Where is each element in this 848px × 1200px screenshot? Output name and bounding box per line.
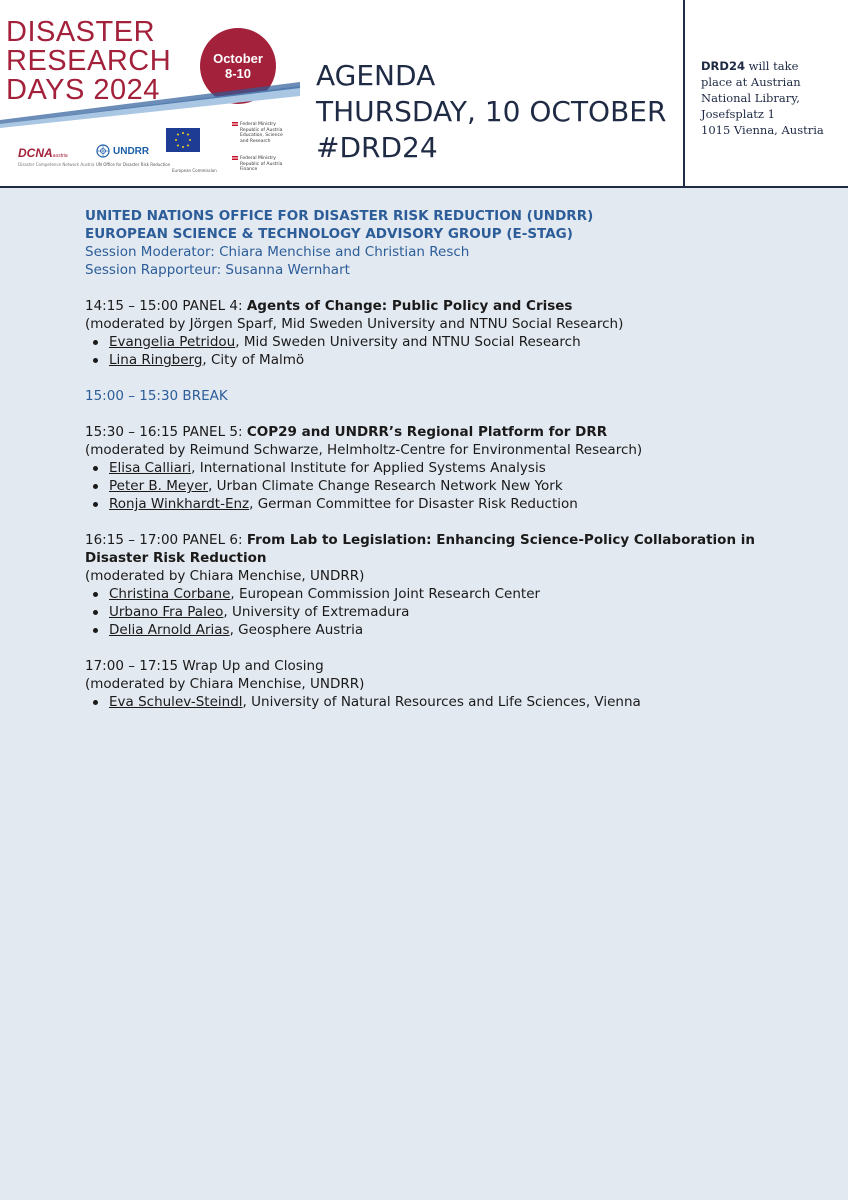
speaker-item: Evangelia Petridou, Mid Sweden University and NTNU Social Research — [109, 333, 825, 351]
panel-4 — [85, 297, 825, 369]
break-item: 15:00 – 15:30 BREAK — [85, 388, 228, 404]
un-emblem-icon — [96, 144, 110, 158]
event-logo — [0, 0, 300, 186]
speaker-link[interactable]: Evangelia Petridou — [109, 334, 236, 350]
speaker-link[interactable]: Peter B. Meyer — [109, 478, 209, 494]
speaker-item: Peter B. Meyer, Urban Climate Change Research Network New York — [109, 477, 825, 495]
speaker-item: Delia Arnold Arias, Geosphere Austria — [109, 621, 825, 639]
date-badge-days: 8-10 — [224, 66, 252, 81]
closing-session — [85, 657, 825, 711]
panel-heading: 15:30 – 16:15 PANEL 5: COP29 and UNDRR’s Regional Platform for DRR — [85, 424, 608, 440]
closing-heading: 17:00 – 17:15 Wrap Up and Closing — [85, 658, 324, 674]
agenda-heading-line3: #DRD24 — [316, 131, 438, 164]
speaker-link[interactable]: Elisa Calliari — [109, 460, 192, 476]
event-title-line3: DAYS 2024 — [6, 74, 160, 106]
event-title-line1: DISASTER — [6, 16, 156, 48]
dcna-logo: DCNAaustria — [18, 146, 68, 160]
agenda-content — [85, 207, 825, 711]
undrr-logo — [96, 144, 149, 158]
speaker-link[interactable]: Delia Arnold Arias — [109, 622, 230, 638]
panel-5 — [85, 423, 825, 513]
header-divider — [683, 0, 685, 186]
speaker-item: Urbano Fra Paleo, University of Extremadura — [109, 603, 825, 621]
austria-flag-icon — [232, 122, 238, 126]
panel-heading: 16:15 – 17:00 PANEL 6: From Lab to Legislation: Enhancing Science-Policy Collaboration in Disaster Risk Reduction — [85, 532, 756, 566]
ministry-education-logo: Federal Ministry Republic of Austria Education, Science and Research — [232, 122, 283, 144]
speaker-item: Ronja Winkhardt-Enz, German Committee for Disaster Risk Reduction — [109, 495, 825, 513]
panel-moderator: (moderated by Chiara Menchise, UNDRR) — [85, 568, 365, 584]
date-badge-month: October — [213, 51, 263, 66]
speaker-link[interactable]: Urbano Fra Paleo — [109, 604, 224, 620]
austria-flag-icon — [232, 156, 238, 160]
speaker-link[interactable]: Lina Ringberg — [109, 352, 203, 368]
venue-event-code: DRD24 — [701, 59, 745, 73]
agenda-heading-line2: THURSDAY, 10 OCTOBER — [316, 95, 667, 128]
speaker-link[interactable]: Ronja Winkhardt-Enz — [109, 496, 250, 512]
panel-moderator: (moderated by Jörgen Sparf, Mid Sweden University and NTNU Social Research) — [85, 316, 624, 332]
panel-moderator: (moderated by Reimund Schwarze, Helmholtz-Centre for Environmental Research) — [85, 442, 643, 458]
eu-flag-icon — [166, 128, 200, 152]
venue-info: DRD24 will take place at Austrian National Library, Josefsplatz 1 1015 Vienna, Austria — [701, 59, 824, 137]
speaker-item: Christina Corbane, European Commission Joint Research Center — [109, 585, 825, 603]
speaker-link[interactable]: Christina Corbane — [109, 586, 231, 602]
agenda-heading — [316, 58, 666, 166]
speaker-item: Elisa Calliari, International Institute for Applied Systems Analysis — [109, 459, 825, 477]
eu-subtitle: European Commission — [172, 168, 217, 173]
undrr-subtitle: UN Office for Disaster Risk Reduction — [96, 162, 171, 167]
event-title-line2: RESEARCH — [6, 45, 172, 77]
undrr-label: UNDRR — [113, 145, 150, 157]
session-organizer-1: UNITED NATIONS OFFICE FOR DISASTER RISK REDUCTION (UNDRR) — [85, 208, 594, 224]
partner-logos — [0, 120, 300, 186]
ministry-finance-logo: Federal Ministry Republic of Austria Finance — [232, 156, 282, 173]
speaker-item: Eva Schulev-Steindl, University of Natural Resources and Life Sciences, Vienna — [109, 693, 825, 711]
session-rapporteur: Session Rapporteur: Susanna Wernhart — [85, 262, 350, 278]
agenda-heading-line1: AGENDA — [316, 59, 436, 92]
closing-moderator: (moderated by Chiara Menchise, UNDRR) — [85, 676, 365, 692]
speaker-link[interactable]: Eva Schulev-Steindl — [109, 694, 243, 710]
panel-6 — [85, 531, 825, 639]
session-organizer-2: EUROPEAN SCIENCE & TECHNOLOGY ADVISORY GROUP (E-STAG) — [85, 226, 573, 242]
panel-heading: 14:15 – 15:00 PANEL 4: Agents of Change: Public Policy and Crises — [85, 298, 573, 314]
session-moderator: Session Moderator: Chiara Menchise and Christian Resch — [85, 244, 470, 260]
speaker-item: Lina Ringberg, City of Malmö — [109, 351, 825, 369]
header — [0, 0, 848, 188]
dcna-subtitle: Disaster Competence Network Austria — [18, 162, 95, 167]
